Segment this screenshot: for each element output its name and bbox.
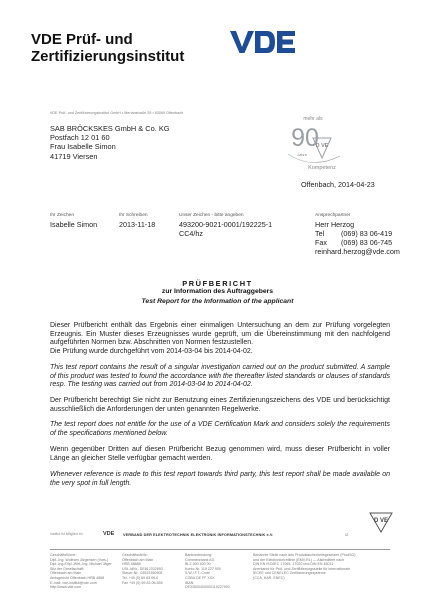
seal-bottom-text: Kompetenz bbox=[308, 165, 336, 171]
report-subtitle: zur Information des Auftraggebers bbox=[161, 288, 274, 295]
anniversary-seal bbox=[282, 114, 344, 172]
tel-label: Tel bbox=[315, 229, 325, 238]
contact-fax bbox=[315, 238, 400, 247]
paragraph-german-2: Der Prüfbericht berechtigt Sie nicht zur Benutzung eines Zertifizierungszeichens des VDE und berücksichtigt ausschließlich die Anforderungen der unten genannten Regelwerke. bbox=[50, 397, 390, 413]
footer-vde: VDE bbox=[103, 531, 115, 537]
contact-email[interactable]: reinhard.herzog@vde.com bbox=[315, 247, 400, 256]
vde-logo bbox=[230, 29, 296, 55]
recipient-address bbox=[50, 124, 170, 161]
contact-name: Herr Herzog bbox=[315, 220, 355, 229]
our-ref-code: CC4/hz bbox=[179, 229, 203, 238]
contact-tel bbox=[315, 229, 400, 238]
recipient-po-box: Postfach 12 01 60 bbox=[50, 133, 110, 143]
paragraph-german-1 bbox=[50, 322, 390, 356]
footer-association: VERBAND DER ELEKTROTECHNIK ELEKTRONIK INFORMATIONSTECHNIK e.V. bbox=[123, 532, 274, 537]
paragraph-german-1-dates: Die Prüfung wurde durchgeführt vom 2014-03-04 bis 2014-04-02. bbox=[50, 347, 253, 355]
seal-years-text: Jahre bbox=[296, 152, 308, 157]
footer-divider bbox=[50, 549, 390, 550]
vde-logo-text: VDE bbox=[230, 29, 233, 30]
recipient-person: Frau Isabelle Simon bbox=[50, 142, 116, 152]
recipient-company: SAB BRÖCKSKES GmbH & Co. KG bbox=[50, 124, 170, 133]
paragraph-german-3: Wenn gegenüber Dritten auf diesen Prüfbericht Bezug genommen wird, muss dieser Prüfbericht in voller Länge an gleicher Stelle verfügbar gemacht werden. bbox=[50, 446, 390, 462]
institute-name-line1: VDE Prüf- und bbox=[31, 31, 133, 48]
footer-column-accreditation: Benannte Stelle nach den Produktsicherheitsgesetzen (ProdSG) und der Elektronikrichtlinie (EMV-RL) — Akkreditiert nach DIN EN ISO/IEC 17065, 17020 und DIN EN 45011 Anerkannt für Prüf- und Zertifizierungsstelle für internationale IECEE und CENELEC Zertifizierungssysteme (CCA, HAR, ENEC) bbox=[253, 553, 356, 580]
seal-number: 90 bbox=[291, 124, 319, 152]
our-ref-number: 493200-9021-0001/192225-1 bbox=[179, 220, 273, 229]
tel-value: (069) 83 06-419 bbox=[341, 229, 393, 238]
institute-name bbox=[31, 31, 184, 65]
your-letter-label: Ihr Schreiben bbox=[119, 213, 148, 218]
report-subtitle-en: Test Report for the Information of the applicant bbox=[141, 298, 294, 305]
fax-value: (069) 83 06-745 bbox=[341, 238, 393, 247]
institute-name-line2: Zertifizierungsinstitut bbox=[31, 48, 185, 65]
paragraph-english-1: This test report contains the result of a singular investigation carried out on the product submitted. A sample of this product was tested to found the accordance with the thereafter listed standards or clauses of standards resp. The testing was carried out from 2014-03-04 to 2014-04-02. bbox=[50, 364, 390, 389]
return-address: VDE Prüf- und Zertifizierungsinstitut GmbH • Merianstraße 28 • 63069 Offenbach bbox=[50, 111, 184, 115]
your-ref-value: Isabelle Simon bbox=[50, 220, 98, 229]
seal-top-text: mehr als bbox=[303, 116, 323, 122]
letter-date: Offenbach, 2014-04-23 bbox=[301, 180, 375, 189]
paragraph-english-3: Whenever reference is made to this test report towards third party, this test report shall be made available on the very spot in full length. bbox=[50, 471, 390, 487]
contact-block bbox=[315, 220, 400, 256]
seal-arc bbox=[288, 154, 340, 163]
fax-label: Fax bbox=[315, 238, 327, 247]
recipient-city: 41719 Viersen bbox=[50, 151, 98, 161]
our-ref-value bbox=[179, 220, 272, 238]
vde-mark-icon bbox=[368, 510, 394, 534]
paragraph-german-1-text: Dieser Prüfbericht enthält das Ergebnis einer einmaligen Untersuchung an dem zur Prüfung vorgelegten Erzeugnis. Ein Muster dieses Erzeugnisses wurde geprüft, um die Übereinstimmung mit den nachfolgend aufgeführten Normen bzw. Abschnitten von Normen festzustellen. bbox=[50, 322, 390, 347]
our-ref-label: Unser Zeichen - bitte angeben bbox=[179, 213, 244, 218]
seal-mark: D VE bbox=[315, 143, 329, 149]
report-title: PRÜFBERICHT bbox=[182, 279, 253, 288]
page-number: /2 bbox=[345, 532, 349, 537]
footer-column-management: Geschäftsführer: Dipl.-Ing. Wolfram Jörgensen (Vors.) Dipl.-Ing./Dipl.-Wirt.-Ing. Michael Jäger Sitz der Gesellschaft: Offenbach am Main Amtsgericht Offenbach HRB 4888 E-mail: vde-institut@vde.com http://www.vde.com bbox=[50, 553, 112, 590]
paragraph-english-2: The test report does not entitle for the use of a VDE Certification Mark and considers solely the requirements of the specifications mentioned below. bbox=[50, 421, 390, 437]
footer-member-note: Institut ist Mitglied im bbox=[50, 532, 83, 536]
your-letter-value: 2013-11-18 bbox=[119, 220, 156, 229]
contact-label: Ansprechpartner bbox=[315, 213, 351, 218]
your-ref-label: Ihr Zeichen bbox=[50, 213, 74, 218]
footer-mark-text: D VE bbox=[373, 518, 389, 524]
footer-column-office: Geschäftsstelle: Offenbach am Main HRB 48888 USt.-IdNr.: DE812332893 Steuer-Nr.: 03522350905 Tel. +49 (0) 69 83 06-0 Fax +49 (0) 69 83 06-555 bbox=[122, 553, 163, 585]
footer-column-bank: Bankverbindung: Commerzbank AG BLZ 500 400 00 Konto-Nr. 119 227 900 S.W.I.F.T.-Code COBA DE FF XXX IBAN DE33500400000119227900 bbox=[185, 553, 230, 590]
